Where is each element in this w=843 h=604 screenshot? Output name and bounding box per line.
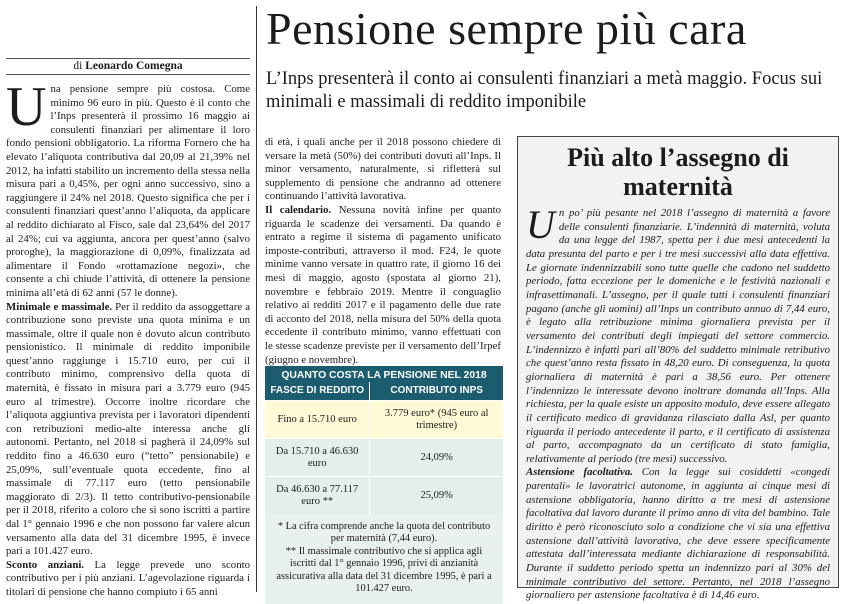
- sidebar-title: Più alto l’assegno di maternità: [524, 143, 832, 201]
- section-heading: Astensione facoltativa.: [526, 466, 633, 478]
- table-header: FASCE DI REDDITO: [265, 382, 370, 401]
- byline: [6, 58, 250, 75]
- paragraph-text: Con la legge sui cosiddetti «congedi parentali» le lavoratrici autonome, in aggiunta ai cinque mesi di astensione obbligatoria, hanno diritto a tre mesi di astensione facoltativa dal lavoro durante il primo anno di vita del bambino. Tale diritto è però riconosciuto solo a condizione che vi sia una effettiva astensione dall’attività lavorativa, che deve essere specificamente attestata dall’interessata mediante dichiarazione di responsabilità. Durante il suddetto periodo spetta un indennizzo pari al 30% del minimale contributivo del settore. Pertanto, nel 2018 l’assegno giornaliero per astensione facoltativa è di 14,46 euro.: [526, 466, 830, 601]
- table-cell-fascia: Da 46.630 a 77.117 euro **: [265, 477, 370, 515]
- paragraph-text: La legge prevede uno sconto contributivo per i più anziani. L’agevolazione riguarda i titolari di pensione che hanno compiuto i 65 anni: [6, 559, 250, 598]
- paragraph-text: Nessuna novità infine per quanto riguarda le scadenze dei versamenti. Da quando è entrato a regime il sistema di pagamento unificato imposte-contributi, attraverso il mod. F24, le quote minime vanno versate in quattro rate, il giorno 16 dei mesi di maggio, agosto (spostata al giorno 21), novembre e febbraio 2019. Mentre il conguaglio relativo ai redditi 2017 e il pagamento delle due rate di acconto del 2018, nella misura del 50% della quota eccedente il contributo minimo, vanno effettuati con le stesse scadenze previste per il versamento dell’Irpef (giugno e novembre).: [265, 204, 501, 366]
- table-header-row: [265, 382, 503, 401]
- headline: Pensione sempre più cara: [266, 2, 838, 56]
- article-column-1: [6, 58, 250, 592]
- paragraph-text: na pensione sempre più costosa. Come minimo 96 euro in più. Questo è il conto che l’Inps presenterà il prossimo 16 maggio ai consulenti finanziari per alimentare il loro fondo pensioni obbligatorio. La riforma Fornero che ha elevato l’aliquota contributiva dal 20,09 al 21,39% nel 2012, ha infatti stabilito un incremento della stessa nella misura pari a 0,45%, per ogni anno successivo, sino a raggiungere il 24% nel 2018. Questo significa che per i consulenti finanziari quest’anno l’aliquota, da applicare al reddito dichiarato al Fisco, sale dal 23,64% del 2017 al 24%; cui va aggiunta, ancora per quest’anno (salvo proroghe), la maggiorazione di 0,09%, finalizzata ad alimentare il Fondo «rottamazione negozi», che consente a chi chiude l’attività, di ottenere la pensione minima all’età di 62 anni (57 le donne).: [6, 83, 250, 299]
- table-title: QUANTO COSTA LA PENSIONE NEL 2018: [265, 366, 503, 382]
- section-heading: Minimale e massimale.: [6, 301, 112, 313]
- article-paragraph: [6, 559, 250, 600]
- sidebar-body: [518, 207, 838, 603]
- article-column-2: [265, 136, 501, 368]
- table-grid: [265, 382, 503, 515]
- article-paragraph: [6, 301, 250, 559]
- sidebar-paragraph: [526, 207, 830, 466]
- sidebar-paragraph: [526, 466, 830, 603]
- table-row: [265, 477, 503, 515]
- table-cell-fascia: Fino a 15.710 euro: [265, 401, 370, 439]
- table-cell-fascia: Da 15.710 a 46.630 euro: [265, 439, 370, 477]
- pension-cost-table: [265, 366, 503, 604]
- article-paragraph: [6, 83, 250, 301]
- byline-prefix: di: [73, 60, 82, 72]
- drop-cap: U: [526, 207, 559, 241]
- section-heading: Il calendario.: [265, 204, 331, 216]
- column-rule: [256, 6, 257, 592]
- table-cell-contributo: 24,09%: [370, 439, 503, 477]
- paragraph-text: di età, i quali anche per il 2018 possono chiedere di versare la metà (50%) dei contributi dovuti all’Inps. Il minor versamento, naturalmente, si rifletterà sul supplemento di pensione che andranno ad ottenere continuando l’attività lavorativa.: [265, 136, 501, 202]
- table-cell-contributo: 25,09%: [370, 477, 503, 515]
- byline-author: Leonardo Comegna: [85, 60, 182, 72]
- drop-cap: U: [6, 83, 50, 129]
- subheadline: L’Inps presenterà il conto ai consulenti finanziari a metà maggio. Focus sui minimali e massimali di reddito imponibile: [266, 68, 838, 114]
- table-note: * La cifra comprende anche la quota del contributo per maternità (7,44 euro).: [273, 521, 495, 546]
- table-header: CONTRIBUTO INPS: [370, 382, 503, 401]
- article-paragraph: [265, 136, 501, 204]
- table-row: [265, 401, 503, 439]
- table-row: [265, 439, 503, 477]
- section-heading: Sconto anziani.: [6, 559, 84, 571]
- paragraph-text: n po’ più pesante nel 2018 l’assegno di maternità a favore delle consulenti finanziarie. L’indennità di maternità, voluta da una legge del 1987, spetta per i due mesi antecedenti la data presunta del parto e per i tre mesi successivi alla data effettiva. Le giornate indennizzabili sono tutte quelle che cadono nel suddetto periodo, fatta eccezione per le domeniche e le festività nazionali e infrasettimanali. L’assegno, per il quale tutti i consulenti finanziari pagano (anche gli uomini) all’Inps un contributo annuo di 7,44 euro, è legato alla retribuzione minima giornaliera prevista per il versamento dei contributi degli impiegati del settore commercio. L’indennizzo è infatti pari all’80% del suddetto minimale retributivo che quest’anno resta fissato in 48,20 euro. Di conseguenza, la quota giornaliera di maternità è pari a 38,56 euro. Per ottenere l’indennizzo le interessate devono inoltrare domanda all’Inps. Alla richiesta, per la quale esiste un apposito modulo, deve essere allegato il certificato medico di gravidanza rilasciato dalla Asl, per quanto riguarda il periodo antecedente il parto, e il certificato di assistenza al parto, accompagnato da un certificato di stato famiglia, relativamente al periodo (tre mesi) successivo.: [526, 207, 830, 465]
- sidebar-box: [517, 136, 839, 588]
- table-cell-contributo: 3.779 euro* (945 euro al trimestre): [370, 401, 503, 439]
- paragraph-text: Per il reddito da assoggettare a contribuzione sono previste una quota minima e un massimale, oltre il quale non è dovuto alcun contributo pensionistico. Il minimale di reddito imponibile quest’anno raggiunge i 15.710 euro, per cui il contributo minimo, comprensivo della quota di maternità, è fissato in misura pari a 3.779 euro (945 euro al trimestre). Occorre inoltre ricordare che l’aliquota aggiuntiva prevista per i lavoratori dipendenti con retribuzioni medio-alte interessa anche gli autonomi. Pertanto, nel 2018 si pagherà il 24,09% sul reddito fino a 46.630 euro (“tetto” pensionabile) e 25,09%, sull’eventuale quota eccedente, fino al massimale di 77.117 euro (tetto pensionabile maggiorato di 2/3). Il tetto contributivo-pensionabile per il 2018, riferito a coloro che si sono iscritti a partire dal 1° gennaio 1996 e che non possono far valere alcun versamento alla data del 31 dicembre 1995, è invece pari a 101.427 euro.: [6, 301, 250, 558]
- article-paragraph: [265, 204, 501, 367]
- table-notes: [265, 515, 503, 604]
- table-note: ** Il massimale contributivo che si applica agli iscritti dal 1° gennaio 1996, privi di anzianità assicurativa alla data del 31 dicembre 1995, è pari a 101.427 euro.: [273, 546, 495, 596]
